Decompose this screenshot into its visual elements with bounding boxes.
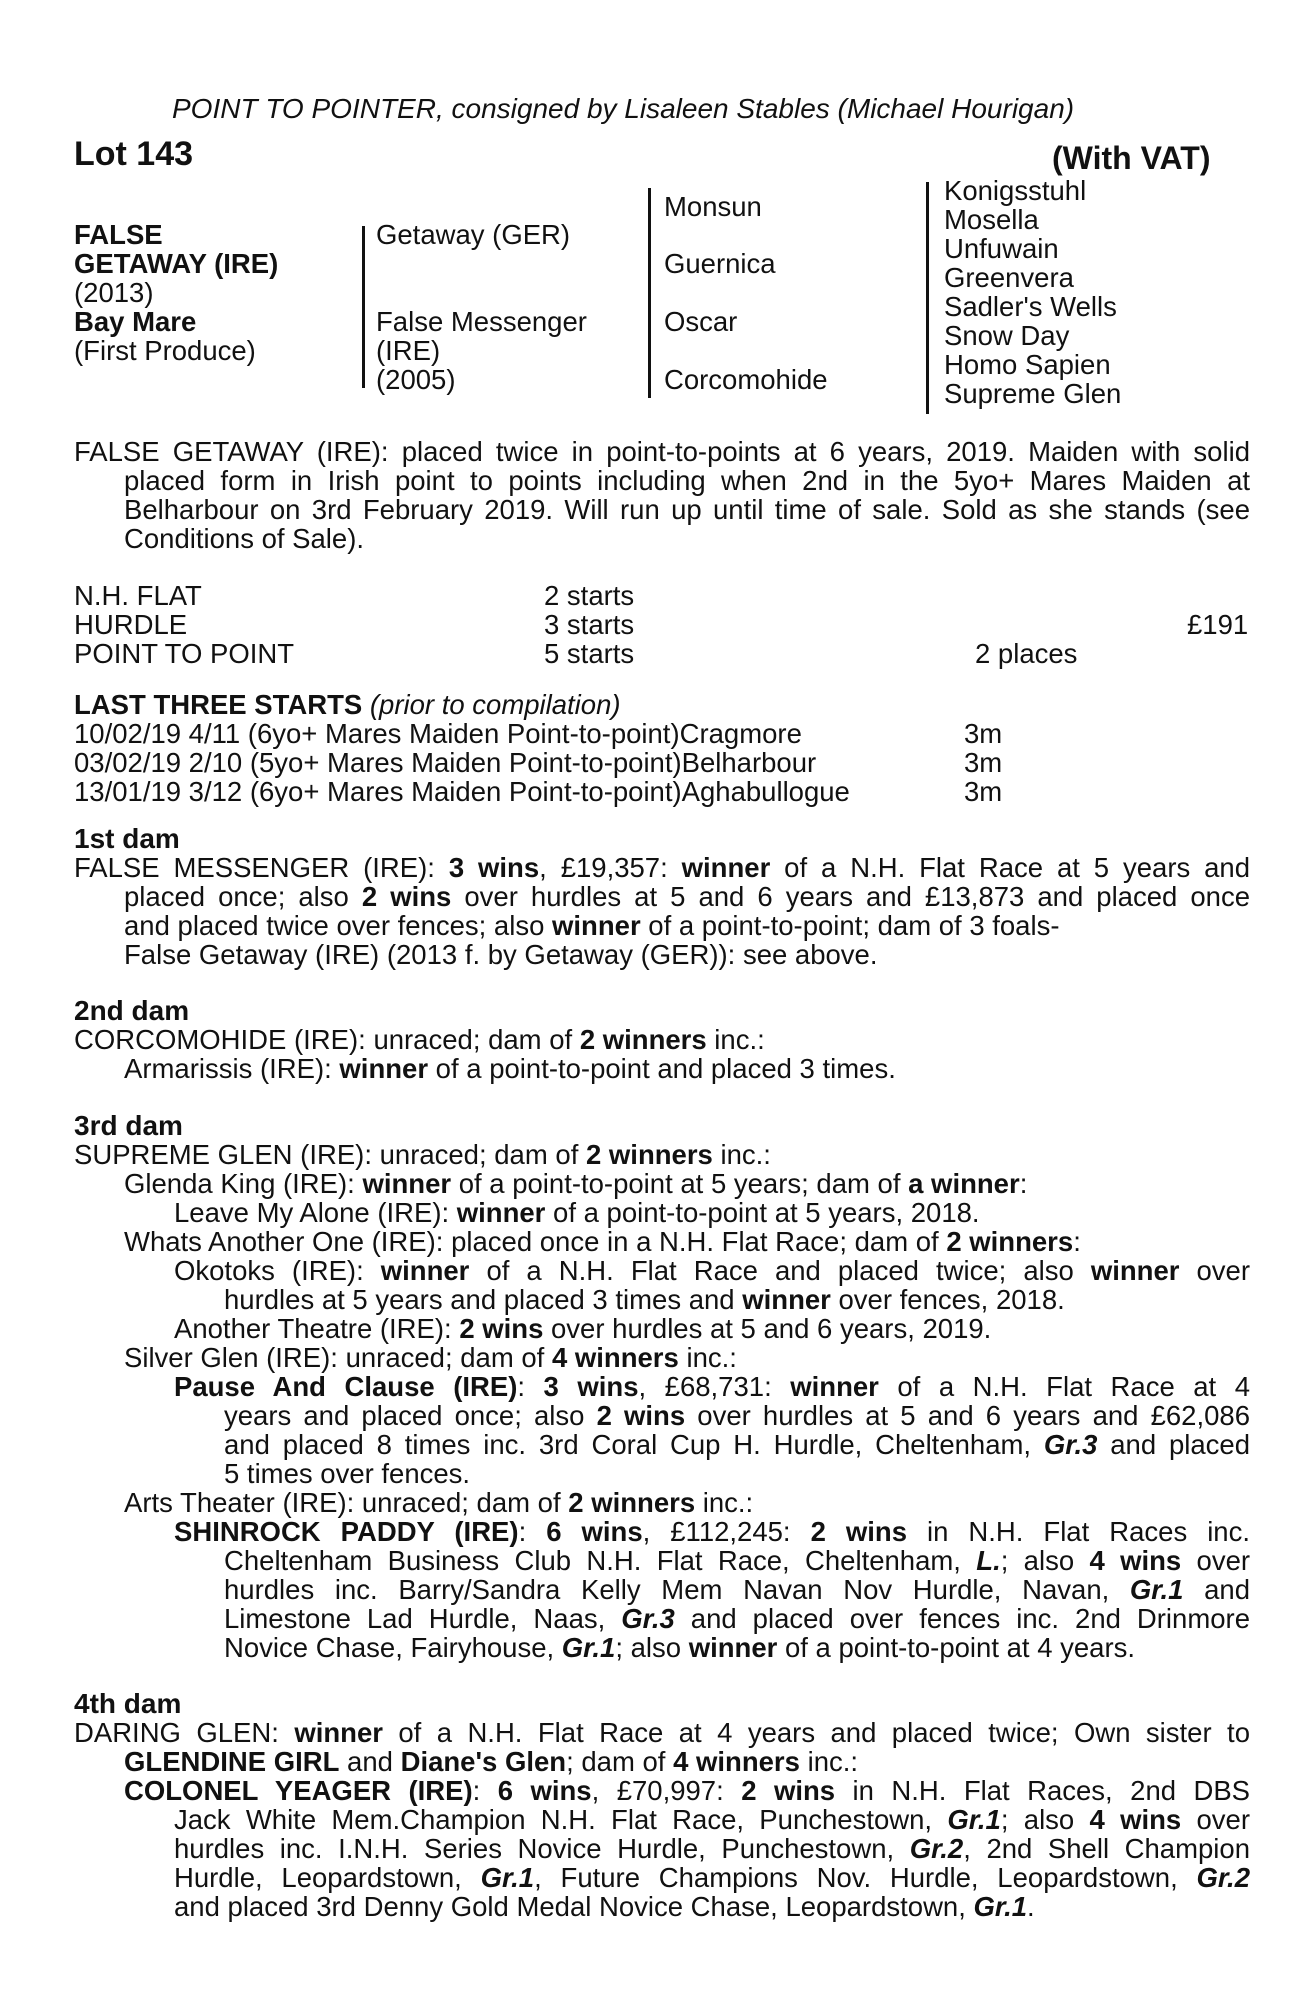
dam-text-line: placed once; also 2 wins over hurdles at 5 and 6 years and £13,873 and placed once — [124, 881, 1250, 912]
dam-text-line: Pause And Clause (IRE): 3 wins, £68,731: winner of a N.H. Flat Race at 4 — [174, 1371, 1251, 1402]
start-row: 13/01/19 3/12 (6yo+ Mares Maiden Point-to-point)Aghabullogue — [74, 776, 850, 807]
grandparent-2: Guernica — [664, 248, 776, 279]
pedigree-divider-3 — [926, 182, 929, 414]
dam-text-line: Okotoks (IRE): winner of a N.H. Flat Race and placed twice; also winner over — [174, 1255, 1250, 1286]
consignment-line: POINT TO POINTER, consigned by Lisaleen Stables (Michael Hourigan) — [172, 93, 1075, 124]
record-starts: 5 starts — [544, 638, 635, 669]
start-row: 10/02/19 4/11 (6yo+ Mares Maiden Point-to-point)Cragmore — [74, 718, 802, 749]
dam-text-line: Cheltenham Business Club N.H. Flat Race, Cheltenham, L.; also 4 wins over — [224, 1545, 1251, 1576]
last-three-heading: LAST THREE STARTS — [74, 689, 363, 720]
summary-line: Belharbour on 3rd February 2019. Will run up until time of sale. Sold as she stands (see — [124, 494, 1250, 525]
dam-text-line: Armarissis (IRE): winner of a point-to-point and placed 3 times. — [124, 1053, 896, 1084]
record-starts: 2 starts — [544, 580, 635, 611]
dam-text-line: 5 times over fences. — [224, 1458, 471, 1489]
grandparent-4: Corcomohide — [664, 364, 828, 395]
dam-text-line: and placed twice over fences; also winner of a point-to-point; dam of 3 foals- — [124, 910, 1060, 941]
dam-text-line: hurdles inc. Barry/Sandra Kelly Mem Navan Nov Hurdle, Navan, Gr.1 and — [224, 1574, 1250, 1605]
record-type: POINT TO POINT — [74, 638, 295, 669]
dam-text-line: COLONEL YEAGER (IRE): 6 wins, £70,997: 2 wins in N.H. Flat Races, 2nd DBS — [124, 1775, 1251, 1806]
dam-line1: False Messenger — [376, 306, 587, 337]
grandparent-3: Oscar — [664, 306, 738, 337]
great-grandparent-8: Supreme Glen — [944, 378, 1122, 409]
sire: Getaway (GER) — [376, 219, 571, 250]
dam-text-line: Limestone Lad Hurdle, Naas, Gr.3 and placed over fences inc. 2nd Drinmore — [224, 1603, 1250, 1634]
dam-text-line: Novice Chase, Fairyhouse, Gr.1; also winner of a point-to-point at 4 years. — [224, 1632, 1136, 1663]
summary-line: FALSE GETAWAY (IRE): placed twice in point-to-points at 6 years, 2019. Maiden with solid — [74, 436, 1250, 467]
dam-text-line: DARING GLEN: winner of a N.H. Flat Race at 4 years and placed twice; Own sister to — [74, 1717, 1250, 1748]
start-distance: 3m — [964, 718, 1003, 749]
dam-text-line: Glenda King (IRE): winner of a point-to-point at 5 years; dam of a winner: — [124, 1168, 1028, 1199]
horse-note: (First Produce) — [74, 335, 256, 366]
dam-text-line: Leave My Alone (IRE): winner of a point-to-point at 5 years, 2018. — [174, 1197, 980, 1228]
great-grandparent-3: Unfuwain — [944, 233, 1059, 264]
dam-text-line: years and placed once; also 2 wins over hurdles at 5 and 6 years and £62,086 — [224, 1400, 1250, 1431]
dam-text-line: Another Theatre (IRE): 2 wins over hurdles at 5 and 6 years, 2019. — [174, 1313, 992, 1344]
dam-text-line: SUPREME GLEN (IRE): unraced; dam of 2 winners inc.: — [74, 1139, 771, 1170]
section-heading: 2nd dam — [74, 995, 190, 1026]
dam-text-line: Whats Another One (IRE): placed once in a N.H. Flat Race; dam of 2 winners: — [124, 1226, 1081, 1257]
great-grandparent-7: Homo Sapien — [944, 349, 1111, 380]
vat-note: (With VAT) — [1052, 140, 1211, 176]
pedigree-divider-2 — [648, 188, 651, 398]
start-row: 03/02/19 2/10 (5yo+ Mares Maiden Point-to-point)Belharbour — [74, 747, 817, 778]
great-grandparent-5: Sadler's Wells — [944, 291, 1117, 322]
great-grandparent-1: Konigsstuhl — [944, 175, 1087, 206]
record-earnings: £191 — [1187, 609, 1249, 640]
dam-text-line: False Getaway (IRE) (2013 f. by Getaway (GER)): see above. — [124, 939, 878, 970]
great-grandparent-6: Snow Day — [944, 320, 1070, 351]
great-grandparent-4: Greenvera — [944, 262, 1074, 293]
last-three-heading-row — [74, 690, 621, 719]
section-heading: 1st dam — [74, 823, 180, 854]
horse-foaling-year: (2013) — [74, 277, 154, 308]
dam-text-line: FALSE MESSENGER (IRE): 3 wins, £19,357: winner of a N.H. Flat Race at 5 years and — [74, 852, 1251, 883]
dam-text-line: Silver Glen (IRE): unraced; dam of 4 winners inc.: — [124, 1342, 737, 1373]
great-grandparent-2: Mosella — [944, 204, 1039, 235]
last-three-qualifier: (prior to compilation) — [369, 689, 621, 720]
dam-text-line: CORCOMOHIDE (IRE): unraced; dam of 2 winners inc.: — [74, 1024, 765, 1055]
horse-sex: Bay Mare — [74, 306, 197, 337]
grandparent-1: Monsun — [664, 191, 762, 222]
horse-name-line2: GETAWAY (IRE) — [74, 248, 279, 279]
record-starts: 3 starts — [544, 609, 635, 640]
dam-text-line: GLENDINE GIRL and Diane's Glen; dam of 4 winners inc.: — [124, 1746, 859, 1777]
dam-text-line: Jack White Mem.Champion N.H. Flat Race, Punchestown, Gr.1; also 4 wins over — [174, 1804, 1250, 1835]
dam-text-line: hurdles inc. I.N.H. Series Novice Hurdle, Punchestown, Gr.2, 2nd Shell Champion — [174, 1833, 1250, 1864]
dam-line3: (2005) — [376, 364, 456, 395]
dam-text-line: hurdles at 5 years and placed 3 times and winner over fences, 2018. — [224, 1284, 1065, 1315]
horse-name-line1: FALSE — [74, 219, 163, 250]
dam-text-line: and placed 3rd Denny Gold Medal Novice Chase, Leopardstown, Gr.1. — [174, 1891, 1035, 1922]
start-distance: 3m — [964, 747, 1003, 778]
record-type: HURDLE — [74, 609, 188, 640]
record-type: N.H. FLAT — [74, 580, 202, 611]
dam-text-line: and placed 8 times inc. 3rd Coral Cup H. Hurdle, Cheltenham, Gr.3 and placed — [224, 1429, 1250, 1460]
lot-number: Lot 143 — [74, 135, 194, 173]
summary-line: Conditions of Sale). — [124, 523, 364, 554]
summary-line: placed form in Irish point to points including when 2nd in the 5yo+ Mares Maiden at — [124, 465, 1250, 496]
dam-text-line: Arts Theater (IRE): unraced; dam of 2 winners inc.: — [124, 1487, 754, 1518]
pedigree-divider-1 — [362, 226, 365, 388]
record-places: 2 places — [975, 638, 1078, 669]
dam-text-line: Hurdle, Leopardstown, Gr.1, Future Champions Nov. Hurdle, Leopardstown, Gr.2 — [174, 1862, 1250, 1893]
start-distance: 3m — [964, 776, 1003, 807]
dam-line2: (IRE) — [376, 335, 441, 366]
section-heading: 3rd dam — [74, 1110, 183, 1141]
section-heading: 4th dam — [74, 1688, 182, 1719]
dam-text-line: SHINROCK PADDY (IRE): 6 wins, £112,245: 2 wins in N.H. Flat Races inc. — [174, 1516, 1250, 1547]
